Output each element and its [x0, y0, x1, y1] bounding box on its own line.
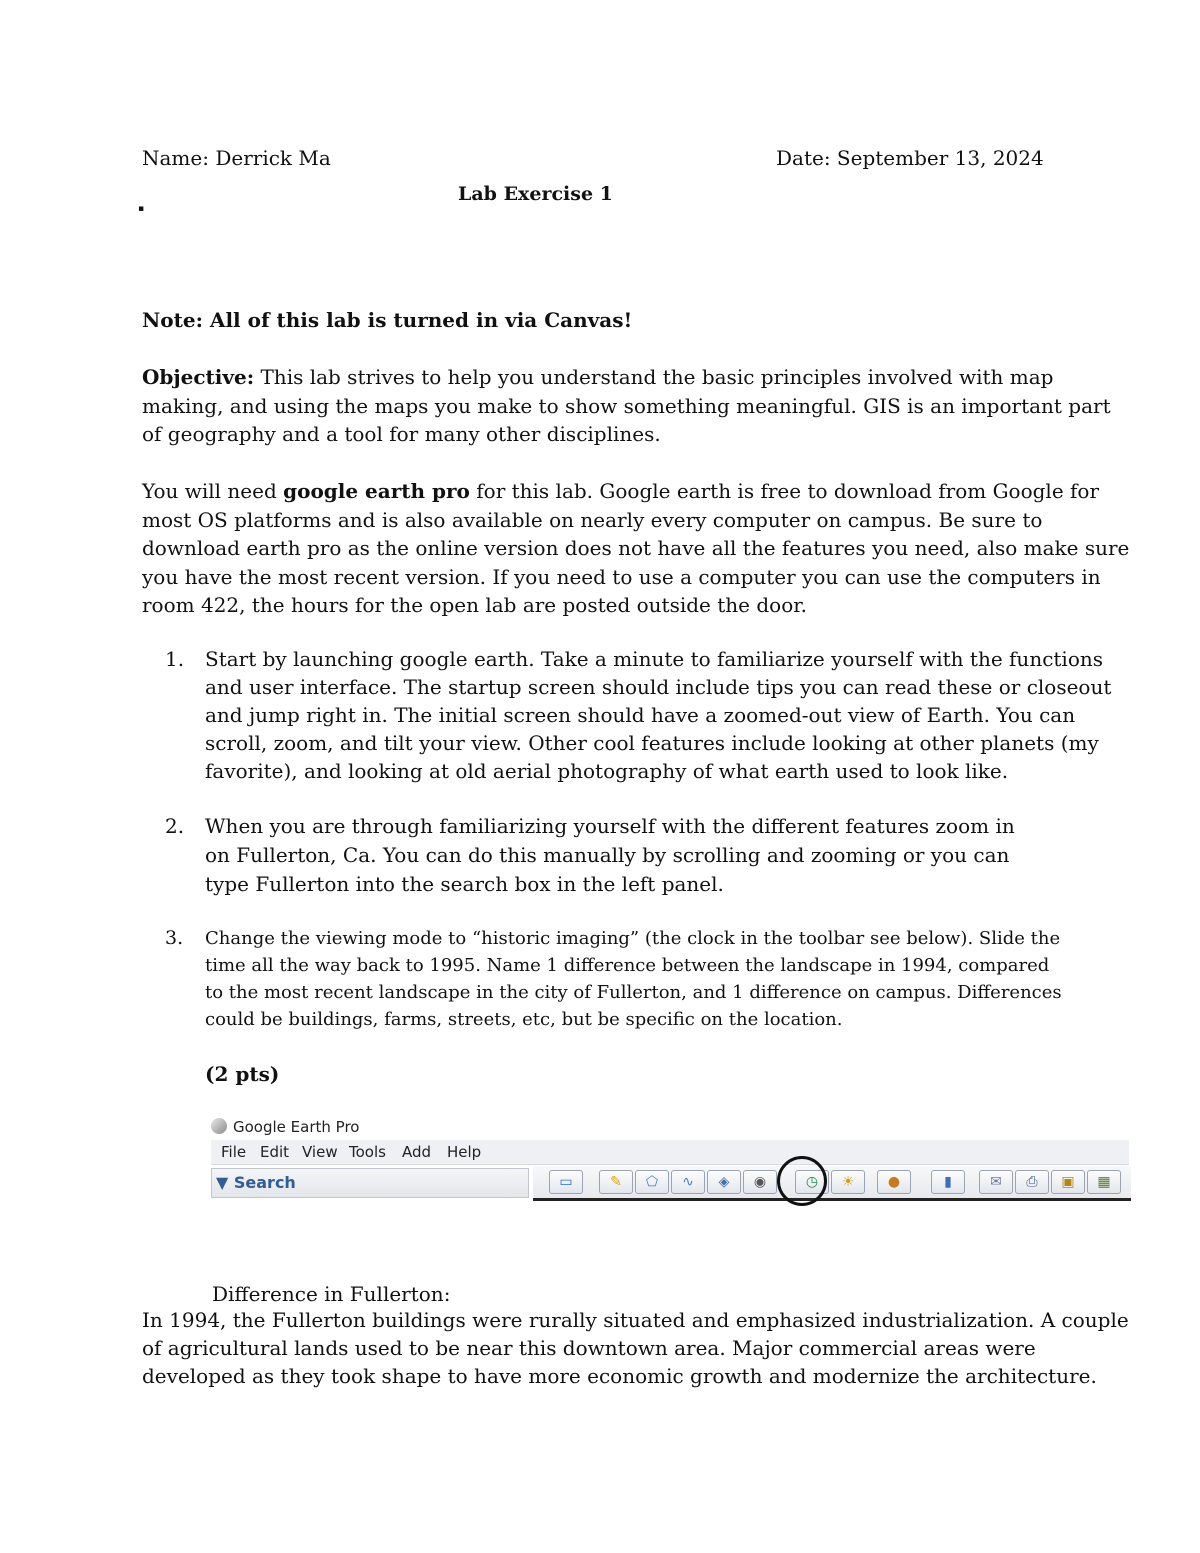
- answer-paragraph: [142, 1306, 1129, 1390]
- objective-line: of geography and a tool for many other disciplines.: [142, 422, 661, 446]
- sidebar-icon[interactable]: ▭: [549, 1170, 583, 1194]
- item-number: 3.: [165, 927, 184, 949]
- print-icon[interactable]: ⎙: [1015, 1170, 1049, 1194]
- intro-line: download earth pro as the online version does not have all the features you need, also make sure: [142, 536, 1130, 560]
- submission-date: Date: September 13, 2024: [776, 146, 1044, 170]
- menu-tools[interactable]: Tools: [349, 1143, 386, 1161]
- google-earth-logo-icon: [211, 1118, 227, 1134]
- historical-imagery-clock-icon[interactable]: ◷: [795, 1170, 829, 1194]
- student-name: Name: Derrick Ma: [142, 146, 331, 170]
- lab-title: Lab Exercise 1: [458, 183, 613, 205]
- item-line: and jump right in. The initial screen should have a zoomed-out view of Earth. You can: [205, 703, 1076, 727]
- ge-search-label: ▼ Search: [216, 1173, 296, 1192]
- path-icon[interactable]: ∿: [671, 1170, 705, 1194]
- item-line: type Fullerton into the search box in the left panel.: [205, 872, 724, 896]
- ge-window-title-text: Google Earth Pro: [233, 1118, 360, 1136]
- google-earth-toolbar-screenshot: [211, 1112, 1131, 1204]
- item-line: could be buildings, farms, streets, etc, but be specific on the location.: [205, 1009, 843, 1030]
- intro-paragraph: [142, 477, 1130, 620]
- note-text: Note: All of this lab is turned in via Canvas!: [142, 308, 633, 332]
- intro-line: most OS platforms and is also available on nearly every computer on campus. Be sure to: [142, 507, 1043, 532]
- item-line: favorite), and looking at old aerial photography of what earth used to look like.: [205, 759, 1009, 783]
- record-tour-icon[interactable]: ◉: [743, 1170, 777, 1194]
- points-label: (2 pts): [205, 1062, 280, 1086]
- answer-line: In 1994, the Fullerton buildings were rurally situated and emphasized industrialization. A couple: [142, 1308, 1129, 1332]
- intro-line: for this lab. Google earth is free to download from Google for: [469, 479, 1100, 503]
- menu-help[interactable]: Help: [447, 1143, 482, 1161]
- stray-bullet: ▪: [138, 204, 145, 214]
- objective-line: This lab strives to help you understand the basic principles involved with map: [254, 365, 1054, 389]
- ge-toolbar: [533, 1166, 1131, 1201]
- answer-line: of agricultural lands used to be near this downtown area. Major commercial areas were: [142, 1336, 1036, 1360]
- item-line: and user interface. The startup screen should include tips you can read these or closeout: [205, 675, 1112, 699]
- menu-view[interactable]: View: [302, 1143, 338, 1161]
- item-number: 2.: [165, 814, 185, 838]
- image-overlay-icon[interactable]: ◈: [707, 1170, 741, 1194]
- menu-add[interactable]: Add: [402, 1143, 432, 1161]
- polygon-icon[interactable]: ⬠: [635, 1170, 669, 1194]
- placemark-icon[interactable]: ✎: [599, 1170, 633, 1194]
- answer-heading: Difference in Fullerton:: [212, 1282, 451, 1306]
- item-number: 1.: [165, 647, 185, 671]
- planets-icon[interactable]: ●: [877, 1170, 911, 1194]
- intro-line: room 422, the hours for the open lab are posted outside the door.: [142, 593, 807, 617]
- item-line: When you are through familiarizing yourself with the different features zoom in: [205, 814, 1015, 838]
- ge-search-panel-header[interactable]: [211, 1168, 529, 1198]
- ge-menubar: [211, 1140, 1129, 1165]
- objective-line: making, and using the maps you make to show something meaningful. GIS is an important part: [142, 393, 1111, 418]
- item-line: time all the way back to 1995. Name 1 difference between the landscape in 1994, compared: [205, 955, 1050, 976]
- objective-paragraph: [142, 363, 1111, 449]
- intro-line: You will need: [142, 479, 284, 503]
- ruler-icon[interactable]: ▮: [931, 1170, 965, 1194]
- save-image-icon[interactable]: ▦: [1087, 1170, 1121, 1194]
- intro-line: you have the most recent version. If you need to use a computer you can use the computers in: [142, 564, 1101, 589]
- email-icon[interactable]: ✉: [979, 1170, 1013, 1194]
- answer-line: developed as they took shape to have more economic growth and modernize the architecture.: [142, 1364, 1097, 1388]
- objective-label: Objective:: [142, 365, 255, 389]
- clock-highlight-circle: [777, 1156, 827, 1206]
- sunlight-icon[interactable]: ☀: [831, 1170, 865, 1194]
- menu-edit[interactable]: Edit: [260, 1143, 290, 1161]
- item-line: on Fullerton, Ca. You can do this manually by scrolling and zooming or you can: [205, 843, 1010, 867]
- item-line: scroll, zoom, and tilt your view. Other cool features include looking at other planets (my: [205, 731, 1099, 755]
- item-line: Change the viewing mode to “historic imaging” (the clock in the toolbar see below). Slide the: [205, 928, 1061, 949]
- view-in-maps-icon[interactable]: ▣: [1051, 1170, 1085, 1194]
- item-line: Start by launching google earth. Take a minute to familiarize yourself with the functions: [205, 647, 1104, 671]
- software-name: google earth pro: [283, 479, 470, 503]
- item-line: to the most recent landscape in the city of Fullerton, and 1 difference on campus. Differences: [205, 982, 1062, 1003]
- ge-window-title: [211, 1116, 359, 1138]
- menu-file[interactable]: File: [221, 1143, 247, 1161]
